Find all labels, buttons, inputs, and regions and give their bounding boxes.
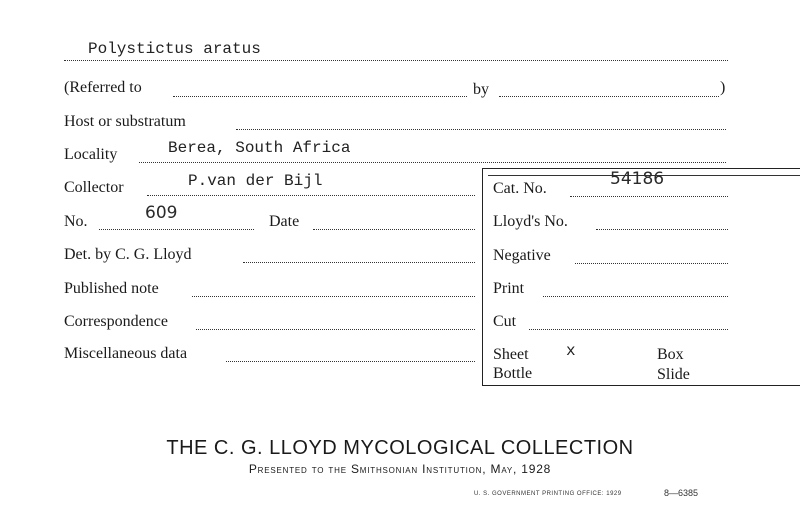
date-label: Date: [269, 213, 300, 230]
collector-value: P.van der Bijl: [188, 172, 323, 190]
sheet-label: Sheet: [493, 346, 529, 363]
published-label: Published note: [64, 280, 159, 297]
sheet-mark: x: [566, 342, 576, 360]
referred-to-line: [173, 96, 467, 97]
collection-title: THE C. G. LLOYD MYCOLOGICAL COLLECTION: [166, 437, 634, 459]
species-line: [64, 60, 728, 61]
collector-line: [147, 195, 475, 196]
cat-no-label: Cat. No.: [493, 180, 547, 197]
locality-value: Berea, South Africa: [168, 139, 351, 157]
collector-label: Collector: [64, 179, 124, 196]
locality-line: [139, 162, 726, 163]
box-label: Box: [657, 346, 684, 363]
no-label: No.: [64, 213, 88, 230]
correspondence-line: [196, 329, 475, 330]
no-line: [99, 229, 254, 230]
host-label: Host or substratum: [64, 113, 186, 130]
correspondence-label: Correspondence: [64, 313, 168, 330]
locality-label: Locality: [64, 146, 118, 163]
lloyds-no-label: Lloyd's No.: [493, 213, 568, 230]
print-label: Print: [493, 280, 525, 297]
misc-line: [226, 361, 475, 362]
collection-subtitle: Presented to the Smithsonian Institution, May, 1928: [248, 462, 552, 476]
cut-line: [529, 329, 728, 330]
print-office-note: U. S. GOVERNMENT PRINTING OFFICE: 1929: [474, 491, 622, 497]
host-line: [236, 129, 726, 130]
date-line: [313, 229, 475, 230]
cat-no-value: 54186: [610, 169, 665, 189]
cut-label: Cut: [493, 313, 517, 330]
misc-label: Miscellaneous data: [64, 345, 188, 362]
referred-to-label: (Referred to: [64, 79, 142, 96]
lloyds-no-line: [596, 229, 728, 230]
no-value: 609: [145, 203, 178, 223]
by-line: [499, 96, 719, 97]
species-name: Polystictus aratus: [88, 40, 261, 58]
negative-line: [575, 263, 728, 264]
det-line: [243, 262, 475, 263]
det-label: Det. by C. G. Lloyd: [64, 246, 192, 263]
form-number: 8—6385: [664, 488, 699, 498]
cat-no-line: [570, 196, 728, 197]
closing-paren: ): [720, 79, 726, 96]
published-line: [192, 296, 475, 297]
negative-label: Negative: [493, 247, 551, 264]
slide-label: Slide: [657, 366, 690, 383]
print-line: [543, 296, 728, 297]
by-label: by: [473, 81, 489, 98]
bottle-label: Bottle: [493, 365, 533, 382]
catalog-box: [482, 168, 800, 386]
